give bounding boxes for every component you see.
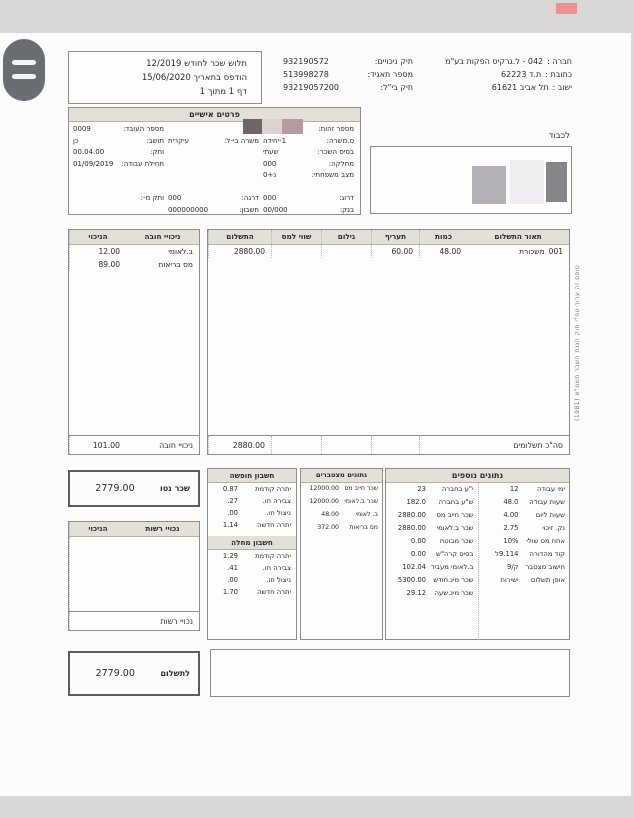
voluntary-deductions-box (68, 521, 200, 631)
tax-file-line: תיק ניכויים: 932190572 (283, 57, 413, 66)
data-field: צבירה חו. .41 (227, 564, 291, 572)
data-field: ב. לאומי 48.00 (321, 511, 378, 518)
col-header-quantity: כמות (419, 230, 467, 244)
personal-field (168, 171, 259, 183)
data-field: צבירה חו. .27 (227, 497, 291, 505)
payment-rate: 60.00 (371, 245, 419, 258)
redaction-block (472, 166, 506, 204)
personal-field (168, 148, 259, 160)
legal-note: טופס זה ערוך עפ"י חוק הגנת השכר תשמ"א (1981) (574, 264, 581, 421)
deduction-row (69, 258, 199, 271)
vacation-account-title: חשבון חופשה (208, 469, 296, 483)
data-field: ניצול חו. .00 (227, 576, 291, 584)
voluntary-total-label: נכויי רשות (160, 617, 193, 626)
cumulative-body (301, 483, 382, 537)
personal-field (263, 183, 354, 195)
deduction-desc: מס בריאות (158, 260, 193, 269)
personal-details-title: פרטים אישיים (69, 108, 360, 122)
additional-data-box (385, 468, 570, 640)
tax-file-line: מספר תאגיד: 513998278 (283, 70, 413, 79)
data-field: יתרה חדשה 1.14 (222, 521, 291, 529)
personal-details-body (69, 122, 360, 217)
data-field: ניצול חו. .00 (227, 509, 291, 517)
additional-data-body (386, 483, 569, 640)
personal-field (73, 206, 164, 218)
data-field: יתרה קודמת 1.29 (222, 552, 291, 560)
payment-qty: 48.00 (419, 245, 467, 258)
personal-field: דרגה: 000 (168, 194, 259, 202)
personal-details-box (68, 107, 361, 215)
col-header-voluntary-amount: הניכוי (69, 522, 126, 536)
payment-row (208, 245, 569, 258)
top-bar (0, 0, 634, 33)
col-header-tax-value: שווי למס (271, 230, 321, 244)
data-field: יתרה חדשה 1.70 (222, 588, 291, 596)
additional-col-right (478, 483, 570, 640)
data-field: שכר חייב מס 12000.00 (309, 485, 378, 492)
deduction-row (69, 245, 199, 258)
payments-header-row (208, 230, 569, 245)
data-field: י"ע בחברה 23 (417, 485, 474, 493)
personal-col-left (73, 125, 164, 217)
personal-col-middle (168, 125, 259, 217)
payment-amount: 2880.00 (208, 245, 271, 258)
bottom-bar (0, 796, 634, 818)
data-field: ש"ע בחברה 182.0 (406, 498, 474, 506)
col-header-grossup: גילום (321, 230, 371, 244)
data-field: אחוז מס שולי 10% (503, 537, 565, 545)
voluntary-total-row (69, 611, 199, 630)
voluntary-body (69, 537, 199, 611)
data-field: חישוב מצטבר ק/9 (507, 563, 565, 571)
company-line: כתובת : ת.ד 62223 (501, 70, 572, 79)
net-pay-value: 2779.00 (95, 483, 135, 494)
redaction-block (510, 160, 544, 204)
company-line: ישוב : תל אביב 61621 (491, 83, 572, 92)
personal-field: ותק: 00.04.00 (73, 148, 164, 156)
redaction-block (282, 119, 303, 134)
data-field: שעות עבודה 48.0 (503, 498, 565, 506)
deductions-body (69, 245, 199, 435)
data-field: שכר ב.לאומי 2880.00 (397, 524, 474, 532)
personal-field: מחלקה: 000 (263, 159, 354, 168)
sick-body (208, 550, 296, 600)
data-field: שעות ליום 4.00 (503, 511, 565, 519)
data-field: שכר מינ.חודש 5300.00 (397, 576, 474, 584)
data-field: שכר חייב מס 2880.00 (397, 511, 474, 519)
data-field: יתרה קודמת 0.87 (222, 485, 291, 493)
sick-account-title: חשבון מחלה (208, 536, 296, 550)
personal-field: משרה בי-ל: עיקרית (168, 136, 259, 145)
data-field: מס בריאות 372.00 (317, 524, 378, 531)
personal-field: מספר זהות: (318, 125, 354, 133)
personal-field: מצב משפחתי: נ+0 (263, 171, 354, 179)
vacation-body (208, 483, 296, 533)
redaction-block (243, 119, 262, 134)
tax-files-block (283, 55, 413, 94)
payments-total-label: סה"כ תשלומים (513, 441, 563, 450)
data-field: שכר ב.לאומי 12000.00 (309, 498, 378, 505)
voluntary-header-row (69, 522, 199, 537)
personal-col-right (263, 125, 354, 217)
personal-field (168, 160, 259, 172)
personal-field: דרוג: 000 (263, 194, 354, 202)
page-of: דף 1 מתוך 1 (199, 87, 247, 97)
deductions-table (68, 229, 200, 455)
deductions-total-value: 101.00 (69, 436, 126, 454)
col-header-deduction-desc: ניכויי חובה (144, 232, 181, 241)
personal-field (168, 183, 259, 195)
payment-tax-value (271, 245, 321, 258)
addressee-label: לכבוד (548, 131, 570, 141)
personal-field (73, 183, 164, 195)
redaction-block (546, 162, 567, 202)
data-field: נק. זיכוי 2.75 (503, 524, 565, 532)
amount-to-pay-value: 2779.00 (95, 668, 135, 679)
additional-col-left (386, 483, 478, 640)
personal-field: מספר העובד: 0009 (73, 125, 164, 133)
personal-field: חשבון: 000000000 (168, 205, 259, 214)
col-header-amount: התשלום (208, 230, 271, 244)
amount-to-pay-box (68, 651, 200, 696)
payment-desc-cell (467, 245, 569, 258)
data-field: בסיס קרה"ש 0.00 (410, 550, 474, 558)
payment-code: 001 (548, 247, 563, 256)
col-header-voluntary-desc: נכויי רשות (145, 524, 180, 533)
net-pay-box (68, 470, 200, 507)
payment-grossup (321, 245, 371, 258)
cumulative-data-box (300, 468, 383, 640)
personal-field (73, 171, 164, 183)
personal-field: ס.משרה: 1-יחידה (263, 136, 354, 145)
data-field: קוד מהדורה 9.114ל (495, 550, 565, 558)
data-field: ימי עבודה 12 (509, 485, 565, 493)
col-header-rate: תעריף (371, 230, 419, 244)
payments-body (208, 245, 569, 435)
deduction-amount: 89.00 (69, 258, 126, 271)
slip-period-box (68, 51, 262, 104)
personal-field: בנק: 00/000 (263, 205, 354, 214)
menu-button[interactable] (3, 39, 45, 101)
deduction-amount: 12.00 (69, 245, 126, 258)
corner-mark (556, 3, 577, 14)
personal-field: תושב: כן (73, 136, 164, 145)
cumulative-data-title: נתונים מצטברים (301, 469, 382, 483)
company-block (414, 55, 572, 94)
company-line: חברה : 042 - ל.גרקיס הפקות בע"מ (445, 57, 572, 66)
deductions-total-label: ניכויי חובה (159, 441, 193, 450)
amount-to-pay-label: לתשלום (160, 669, 190, 678)
payments-total-value: 2880.00 (208, 436, 271, 454)
net-pay-label: שכר נטו (159, 484, 190, 493)
col-header-deduction-amount: הניכוי (69, 230, 126, 244)
personal-field: בסיס השכר: שעתי (263, 148, 354, 156)
redaction-block (262, 119, 282, 134)
additional-data-title: נתונים נוספים (386, 469, 569, 483)
print-date: הודפס בתאריך 15/06/2020 (141, 73, 247, 83)
personal-field: תחילת עבודה: 01/09/2019 (73, 159, 164, 168)
data-field: אופן תשלום ישירות (500, 576, 565, 584)
data-field: שכר מינ.שעה 29.12 (406, 589, 474, 597)
leave-accounts-box (207, 468, 297, 640)
data-field: שכר מבוטח 0.00 (410, 537, 474, 545)
payment-desc: משכורת (519, 247, 545, 256)
tax-file-line: תיק בי"ל: 93219057200 (283, 83, 413, 92)
deductions-header-row (69, 230, 199, 245)
deduction-desc: ב.לאומי (168, 247, 193, 256)
personal-field: ותק מ-: (140, 194, 164, 202)
notes-box (210, 649, 570, 697)
payments-total-row (208, 435, 569, 454)
payments-table (207, 229, 570, 455)
col-header-description: תאור התשלום (494, 232, 542, 241)
data-field: ב.לאומי מעביד 102.04 (402, 563, 474, 571)
slip-title: תלוש שכר לחודש 12/2019 (146, 59, 247, 69)
deductions-total-row (69, 435, 199, 454)
